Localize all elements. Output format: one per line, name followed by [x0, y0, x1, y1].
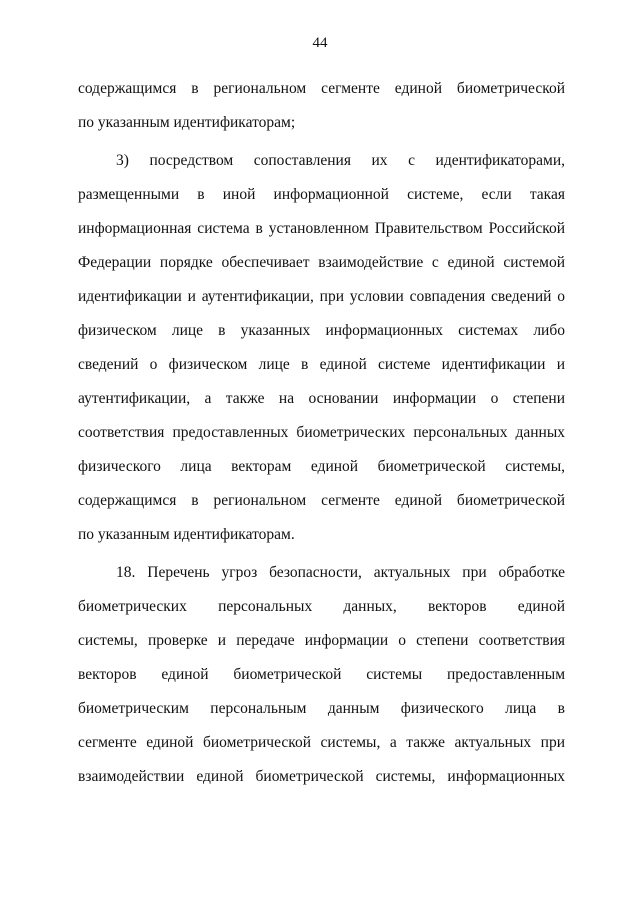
text-line: биометрическим персональным данным физического лица в [78, 700, 565, 717]
text-line: аутентификации, а также на основании информации о степени [78, 390, 565, 407]
text-line: физического лица векторам единой биометрической системы, [78, 458, 565, 475]
text-line: системы, проверке и передаче информации о степени соответствия [78, 632, 565, 649]
document-body [78, 72, 565, 794]
page-number: 44 [312, 35, 328, 51]
text-line: соответствия предоставленных биометрических персональных данных [78, 424, 565, 441]
text-line: векторов единой биометрической системы предоставленным [78, 666, 565, 683]
text-line: физическом лице в указанных информационных системах либо [78, 322, 565, 339]
text-line: по указанным идентификаторам; [78, 114, 296, 131]
text-line: сегменте единой биометрической системы, а также актуальных при [78, 734, 565, 751]
text-line: биометрических персональных данных, векторов единой [78, 598, 565, 615]
text-line: 3) посредством сопоставления их с идентификаторами, [116, 152, 565, 169]
text-line: размещенными в иной информационной системе, если такая [78, 186, 565, 203]
text-line: Федерации порядке обеспечивает взаимодействие с единой системой [78, 254, 565, 271]
text-line: взаимодействии единой биометрической системы, информационных [78, 768, 565, 785]
text-line: идентификации и аутентификации, при условии совпадения сведений о [78, 288, 565, 305]
text-line: содержащимся в региональном сегменте единой биометрической [78, 492, 565, 509]
text-line: содержащимся в региональном сегменте единой биометрической [78, 80, 565, 97]
text-line: по указанным идентификаторам. [78, 526, 295, 543]
text-line: 18. Перечень угроз безопасности, актуальных при обработке [116, 564, 565, 581]
text-line: сведений о физическом лице в единой системе идентификации и [78, 356, 565, 373]
text-line: информационная система в установленном Правительством Российской [78, 220, 565, 237]
